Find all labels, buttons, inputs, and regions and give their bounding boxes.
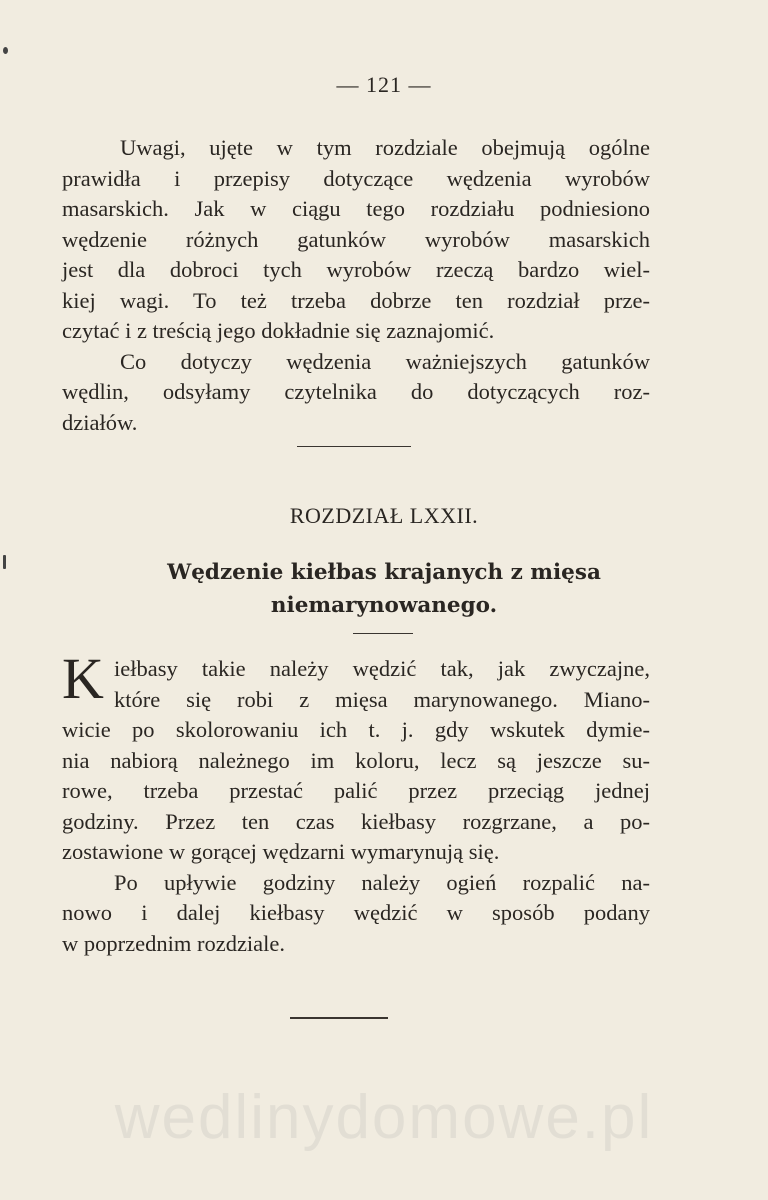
text-line: godziny. Przez ten czas kiełbasy rozgrzane, a po- xyxy=(62,808,650,834)
text-line: czytać i z treścią jego dokładnie się zaznajomić. xyxy=(62,318,495,343)
body-paragraphs xyxy=(62,654,650,959)
section-divider xyxy=(297,446,411,447)
text-line: wędzenie różnych gatunków wyrobów masarskich xyxy=(62,226,650,252)
chapter-heading: ROZDZIAŁ LXXII. xyxy=(289,503,479,528)
end-divider xyxy=(290,1017,388,1019)
print-speck xyxy=(3,47,8,54)
page-number: — 121 — xyxy=(336,72,432,97)
title-divider xyxy=(353,633,413,634)
text-line: działów. xyxy=(62,409,138,435)
text-line: kiej wagi. To też trzeba dobrze ten rozdział prze- xyxy=(62,287,650,313)
text-line: Po upływie godziny należy ogień rozpalić na- xyxy=(114,869,650,895)
text-line: masarskich. Jak w ciągu tego rozdziału podniesiono xyxy=(62,196,650,221)
text-line: wicie po skolorowaniu ich t. j. gdy wskutek dymie- xyxy=(62,717,650,742)
print-speck xyxy=(3,555,6,569)
text-line: nia nabiorą należnego im koloru, lecz są jeszcze su- xyxy=(62,747,650,773)
text-line: w poprzednim rozdziale. xyxy=(62,930,286,956)
text-line: nowo i dalej kiełbasy wędzić w sposób podany xyxy=(62,900,650,925)
drop-cap: K xyxy=(62,646,104,711)
text-line: rowe, trzeba przestać palić przez przeciąg jednej xyxy=(62,778,650,803)
chapter-title-line: Wędzenie kiełbas krajanych z mięsa xyxy=(167,560,601,585)
text-line: Uwagi, ujęte w tym rozdziale obejmują ogólne xyxy=(120,135,650,160)
chapter-title xyxy=(0,556,768,622)
text-line: jest dla dobroci tych wyrobów rzeczą bardzo wiel- xyxy=(62,257,650,282)
text-line: iełbasy takie należy wędzić tak, jak zwyczajne, xyxy=(114,656,650,681)
text-line: które się robi z mięsa marynowanego. Miano- xyxy=(114,686,650,712)
text-line: Co dotyczy wędzenia ważniejszych gatunków xyxy=(120,348,650,374)
intro-paragraphs xyxy=(62,133,650,438)
text-line: prawidła i przepisy dotyczące wędzenia wyrobów xyxy=(62,165,650,191)
text-line: wędlin, odsyłamy czytelnika do dotyczących roz- xyxy=(62,379,650,404)
chapter-title-line: niemarynowanego. xyxy=(270,593,498,618)
watermark: wedlinydomowe.pl xyxy=(114,1083,654,1152)
text-line: zostawione w gorącej wędzarni wymarynują się. xyxy=(62,839,500,864)
